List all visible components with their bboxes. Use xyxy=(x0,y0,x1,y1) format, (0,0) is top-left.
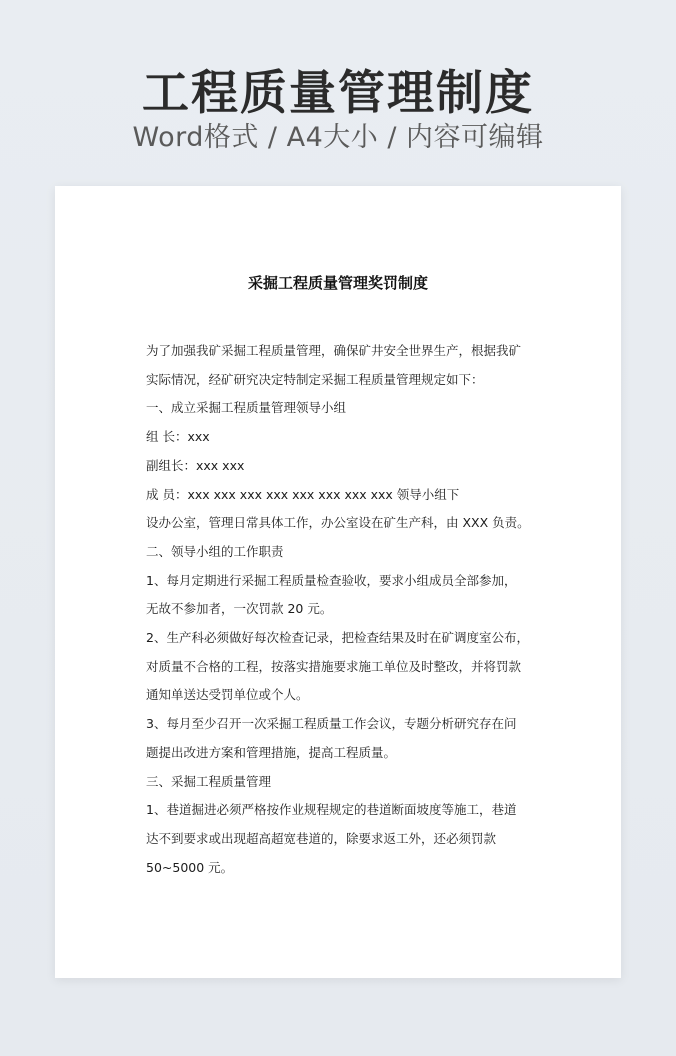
paragraph-line: 3、每月至少召开一次采掘工程质量工作会议，专题分析研究存在问 xyxy=(146,716,517,732)
paragraph-line: 组 长：xxx xyxy=(146,429,210,445)
document-body xyxy=(146,337,531,882)
paragraph-line: 无故不参加者，一次罚款 20 元。 xyxy=(146,601,333,617)
paragraph-line: 达不到要求或出现超高超宽巷道的，除要求返工外，还必须罚款 xyxy=(146,830,497,846)
paragraph-line: 实际情况，经矿研究决定特制定采掘工程质量管理规定如下： xyxy=(146,371,484,387)
document-page xyxy=(55,186,621,978)
paragraph-line: 题提出改进方案和管理措施，提高工程质量。 xyxy=(146,744,397,760)
paragraph-line: 副组长：xxx xxx xyxy=(146,457,245,473)
section-heading: 一、成立采掘工程质量管理领导小组 xyxy=(146,400,347,416)
banner-subtitle: Word格式 / A4大小 / 内容可编辑 xyxy=(132,122,544,153)
paragraph-line: 50~5000 元。 xyxy=(146,859,234,875)
paragraph-line: 为了加强我矿采掘工程质量管理，确保矿井安全世界生产，根据我矿 xyxy=(146,343,522,358)
paragraph-line: 2、生产科必须做好每次检查记录，把检查结果及时在矿调度室公布， xyxy=(146,630,529,646)
document-title: 采掘工程质量管理奖罚制度 xyxy=(247,274,428,292)
paragraph-line: 通知单送达受罚单位或个人。 xyxy=(146,687,309,703)
paragraph-line: 成 员：xxx xxx xxx xxx xxx xxx xxx xxx 领导小组下 xyxy=(146,486,460,502)
paragraph-line: 对质量不合格的工程，按落实措施要求施工单位及时整改，并将罚款 xyxy=(146,658,522,674)
paragraph-line: 设办公室，管理日常具体工作，办公室设在矿生产科，由 XXX 负责。 xyxy=(146,515,530,531)
paragraph-line: 1、巷道掘进必须严格按作业规程规定的巷道断面坡度等施工，巷道 xyxy=(146,802,517,818)
paragraph-line: 1、每月定期进行采掘工程质量检查验收，要求小组成员全部参加， xyxy=(146,572,517,588)
banner-title: 工程质量管理制度 xyxy=(142,66,534,121)
section-heading: 三、采掘工程质量管理 xyxy=(146,773,272,789)
section-heading: 二、领导小组的工作职责 xyxy=(146,543,284,559)
